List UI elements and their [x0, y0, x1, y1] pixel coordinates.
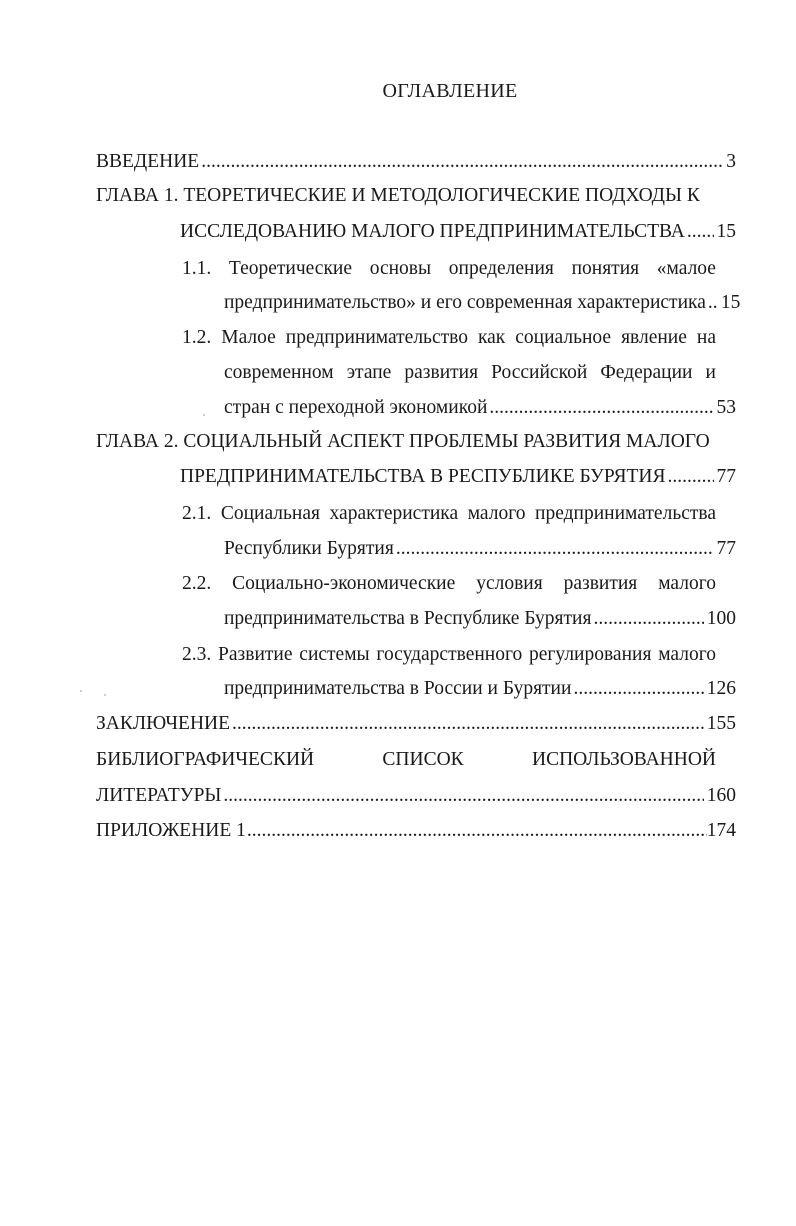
leader-dots	[667, 465, 713, 489]
leader-dots	[396, 537, 714, 561]
word: СПИСОК	[382, 749, 464, 770]
toc-entry-text: ПРИЛОЖЕНИЕ 1	[96, 820, 246, 841]
toc-section-1-2-line1[interactable]: 1.2. Малое предпринимательство как социальное явление на	[182, 327, 716, 348]
word: определения	[448, 258, 554, 279]
toc-page-number: 126	[706, 678, 736, 699]
toc-entry-section-1-1[interactable]	[224, 291, 741, 315]
leader-dots	[708, 291, 718, 315]
toc-entry-text: предпринимательство» и его современная характеристика	[224, 292, 706, 313]
toc-entry-section-2-1[interactable]	[224, 537, 736, 561]
word: Теоретические	[228, 258, 353, 279]
leader-dots	[687, 220, 714, 244]
word: основы	[369, 258, 432, 279]
toc-entry-text: предпринимательства в Республике Бурятия	[224, 608, 592, 629]
word: развития	[404, 362, 479, 383]
leader-dots	[223, 784, 703, 808]
toc-section-2-3-line1[interactable]: 2.3. Развитие системы государственного регулирования малого	[182, 644, 716, 665]
toc-entry-section-2-2[interactable]	[224, 607, 736, 631]
leader-dots	[201, 150, 723, 174]
toc-entry-chapter2[interactable]	[180, 465, 736, 489]
word: развития	[563, 573, 638, 594]
word: понятия	[571, 258, 640, 279]
toc-page-number: 77	[716, 466, 736, 487]
section-number: 1.1.	[182, 258, 212, 279]
toc-bibliography-line1[interactable]	[96, 748, 716, 772]
toc-page-number: 155	[706, 713, 736, 734]
leader-dots	[593, 607, 703, 631]
toc-page-number: 15	[716, 221, 736, 242]
toc-entry-introduction[interactable]	[96, 150, 736, 174]
word: условия	[476, 573, 543, 594]
toc-entry-text: ЛИТЕРАТУРЫ	[96, 785, 222, 806]
toc-entry-conclusion[interactable]	[96, 712, 736, 736]
toc-entry-section-1-2[interactable]	[224, 396, 736, 420]
toc-entry-text: ЗАКЛЮЧЕНИЕ	[96, 713, 231, 734]
toc-entry-text: предпринимательства в России и Бурятии	[224, 678, 572, 699]
scan-speck	[203, 414, 205, 416]
toc-page-number: 160	[706, 785, 736, 806]
toc-entry-chapter1[interactable]	[180, 220, 736, 244]
toc-page-number: 174	[706, 820, 736, 841]
toc-title: ОГЛАВЛЕНИЕ	[382, 80, 518, 102]
leader-dots	[247, 819, 707, 843]
toc-page-number: 15	[720, 292, 741, 313]
word: этапе	[346, 362, 392, 383]
toc-section-1-2-line2[interactable]	[224, 361, 716, 385]
word: ИСПОЛЬЗОВАННОЙ	[531, 749, 716, 770]
toc-chapter2-line1[interactable]: ГЛАВА 2. СОЦИАЛЬНЫЙ АСПЕКТ ПРОБЛЕМЫ РАЗВИТИЯ МАЛОГО	[96, 431, 710, 452]
leader-dots	[232, 712, 704, 736]
word: Федерации	[600, 362, 693, 383]
leader-dots	[489, 396, 713, 420]
toc-entry-text: Республики Бурятия	[224, 538, 394, 559]
toc-entry-text: ВВЕДЕНИЕ	[96, 151, 200, 172]
leader-dots	[573, 677, 703, 701]
word: БИБЛИОГРАФИЧЕСКИЙ	[96, 749, 315, 770]
toc-page-number: 53	[716, 397, 736, 418]
toc-page-number: 77	[716, 538, 736, 559]
toc-entry-text: стран с переходной экономикой	[224, 397, 488, 418]
toc-section-1-1-line1[interactable]	[182, 257, 716, 281]
toc-section-2-1-line1[interactable]: 2.1. Социальная характеристика малого предпринимательства	[182, 503, 716, 524]
word: «малое	[656, 258, 716, 279]
word: малого	[658, 573, 716, 594]
toc-entry-bibliography[interactable]	[96, 784, 736, 808]
toc-entry-text: ИССЛЕДОВАНИЮ МАЛОГО ПРЕДПРИНИМАТЕЛЬСТВА	[180, 221, 685, 242]
toc-entry-text: ПРЕДПРИНИМАТЕЛЬСТВА В РЕСПУБЛИКЕ БУРЯТИЯ	[180, 466, 666, 487]
scan-speck	[80, 690, 82, 692]
toc-chapter1-line1[interactable]: ГЛАВА 1. ТЕОРЕТИЧЕСКИЕ И МЕТОДОЛОГИЧЕСКИЕ ПОДХОДЫ К	[96, 185, 700, 206]
word: и	[705, 362, 716, 383]
section-number: 2.2.	[182, 573, 212, 594]
toc-page-number: 100	[706, 608, 736, 629]
toc-entry-section-2-3[interactable]	[224, 677, 736, 701]
word: современном	[224, 362, 334, 383]
toc-section-2-2-line1[interactable]	[182, 572, 716, 596]
word: Социально-экономические	[232, 573, 456, 594]
word: Российской	[491, 362, 588, 383]
toc-entry-appendix[interactable]	[96, 819, 736, 843]
toc-page-number: 3	[726, 151, 736, 172]
scan-speck	[104, 694, 106, 696]
